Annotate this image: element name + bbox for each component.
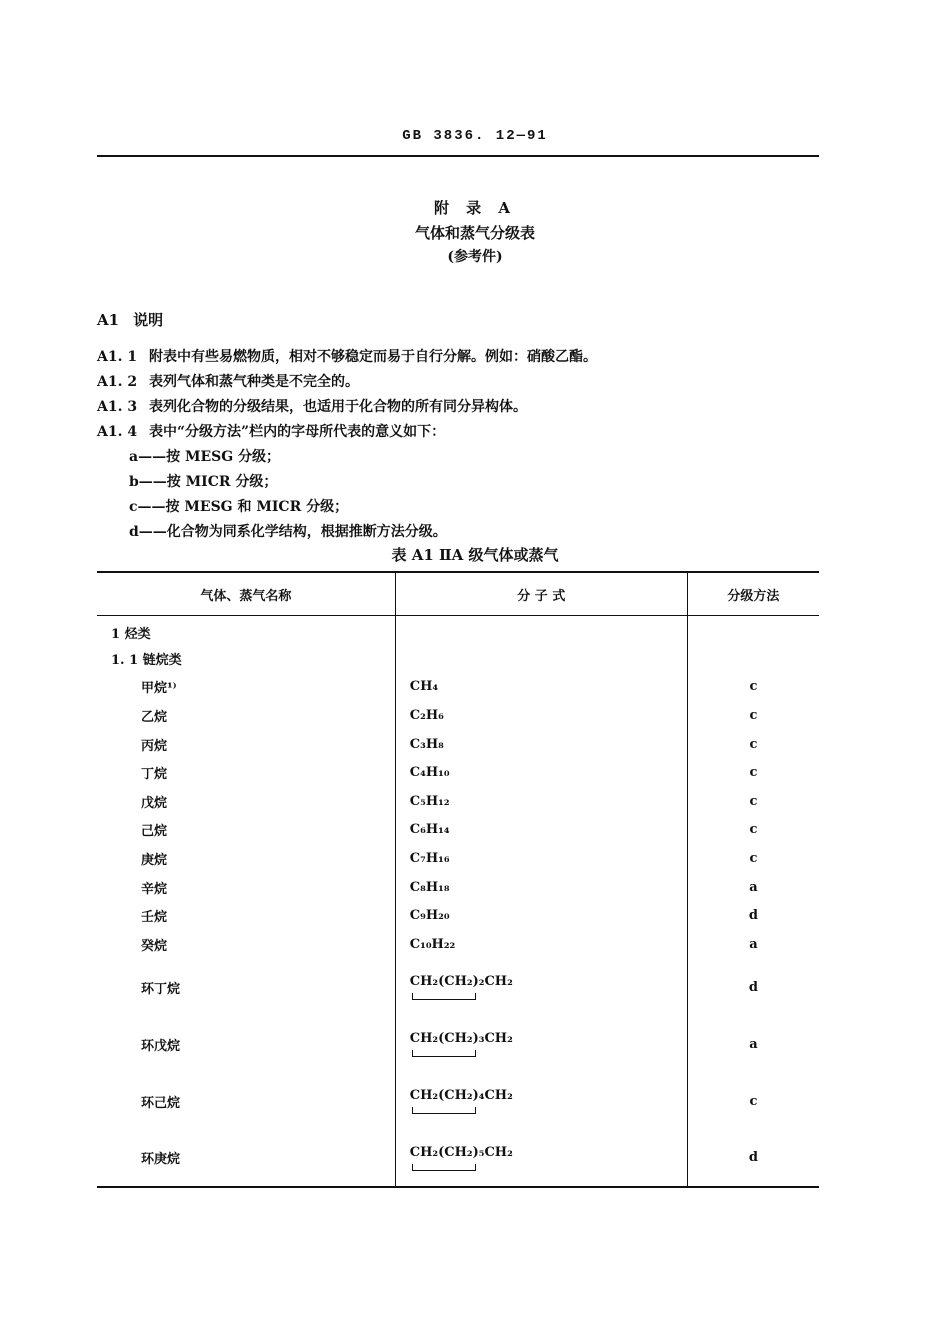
method: c [749, 822, 758, 838]
gas-name: 环庚烷 [97, 1130, 395, 1187]
gas-name: 甲烷¹⁾ [97, 673, 395, 702]
section-title: 说明 [133, 311, 164, 329]
method: d [748, 979, 758, 995]
paragraph [97, 421, 445, 441]
formula: CH₂(CH₂)₂CH₂ [409, 974, 513, 990]
method: c [749, 736, 758, 752]
table-row [97, 1016, 819, 1073]
formula: C₁₀H₂₂ [395, 930, 687, 959]
header-formula: 分 子 式 [395, 572, 687, 616]
table-row [97, 701, 819, 730]
table-row [97, 730, 819, 759]
method-item-d: d——化合物为同系化学结构，根据推断方法分级。 [129, 524, 447, 540]
table-row [97, 959, 819, 1016]
table-row [97, 787, 819, 816]
ring-bond-bracket [412, 993, 476, 1000]
gas-name: 辛烷 [97, 873, 395, 902]
paragraph [97, 396, 527, 416]
paragraph-number: A1. 4 [97, 424, 138, 440]
section-heading [97, 309, 177, 330]
appendix-title: 附 录 A [433, 199, 517, 217]
paragraph-number: A1. 1 [97, 349, 138, 365]
formula: C₂H₆ [395, 701, 687, 730]
method: c [749, 793, 758, 809]
gas-name: 环丁烷 [97, 959, 395, 1016]
appendix-subtitle: 气体和蒸气分级表 [414, 224, 535, 242]
formula: C₉H₂₀ [395, 901, 687, 930]
ring-bond-bracket [412, 1164, 476, 1171]
section-number: A1 [97, 311, 120, 329]
standard-code: GB 3836. 12—91 [402, 128, 548, 144]
gas-name: 癸烷 [97, 930, 395, 959]
ring-formula [395, 1130, 687, 1187]
paragraph-text: 表中“分级方法”栏内的字母所代表的意义如下： [149, 424, 446, 440]
table-row [97, 816, 819, 845]
group-label: 1 烃类 [97, 616, 395, 645]
formula: CH₂(CH₂)₃CH₂ [409, 1031, 513, 1047]
subgroup-label: 1. 1 链烷类 [97, 644, 395, 673]
header-name: 气体、蒸气名称 [97, 572, 395, 616]
method: a [749, 1036, 758, 1052]
gas-name: 壬烷 [97, 901, 395, 930]
gas-classification-table [97, 571, 819, 1188]
formula: CH₂(CH₂)₅CH₂ [409, 1144, 513, 1160]
method-item-a: a——按 MESG 分级； [129, 449, 281, 465]
formula: C₄H₁₀ [395, 758, 687, 787]
method-item-c: c——按 MESG 和 MICR 分级； [129, 499, 349, 515]
table-row [97, 930, 819, 959]
ring-formula [395, 959, 687, 1016]
table-row [97, 844, 819, 873]
method: c [749, 679, 758, 695]
gas-name: 环戊烷 [97, 1016, 395, 1073]
ring-formula [395, 1016, 687, 1073]
group-row [97, 644, 819, 673]
header-method: 分级方法 [687, 572, 819, 616]
ring-formula [395, 1073, 687, 1130]
formula: C₆H₁₄ [395, 816, 687, 845]
table-row [97, 1073, 819, 1130]
gas-name: 丁烷 [97, 758, 395, 787]
table-row [97, 1130, 819, 1187]
method: d [687, 1130, 819, 1187]
paragraph [97, 371, 359, 391]
gas-name: 己烷 [97, 816, 395, 845]
gas-name: 丙烷 [97, 730, 395, 759]
formula: C₈H₁₈ [395, 873, 687, 902]
formula: C₃H₈ [395, 730, 687, 759]
gas-name: 戊烷 [97, 787, 395, 816]
header-rule [97, 155, 819, 157]
group-row [97, 616, 819, 645]
method: a [749, 936, 758, 952]
ring-bond-bracket [412, 1107, 476, 1114]
ring-bond-bracket [412, 1050, 476, 1057]
method: a [749, 879, 758, 895]
method: c [749, 765, 758, 781]
gas-name: 乙烷 [97, 701, 395, 730]
paragraph-text: 附表中有些易燃物质，相对不够稳定而易于自行分解。例如：硝酸乙酯。 [149, 349, 597, 365]
table-row [97, 673, 819, 702]
method: c [749, 851, 758, 867]
method: c [749, 1093, 758, 1109]
table-caption: 表 A1 ⅡA 级气体或蒸气 [391, 546, 559, 564]
paragraph-number: A1. 3 [97, 399, 138, 415]
formula: CH₄ [395, 673, 687, 702]
paragraph-text: 表列化合物的分级结果，也适用于化合物的所有同分异构体。 [149, 399, 527, 415]
paragraph-text: 表列气体和蒸气种类是不完全的。 [149, 374, 359, 390]
gas-name: 庚烷 [97, 844, 395, 873]
paragraph-number: A1. 2 [97, 374, 138, 390]
gas-name: 环己烷 [97, 1073, 395, 1130]
method-item-b: b——按 MICR 分级； [129, 474, 278, 490]
paragraph [97, 346, 597, 366]
formula: CH₂(CH₂)₄CH₂ [409, 1088, 513, 1104]
appendix-note: (参考件) [447, 249, 503, 265]
method: d [748, 908, 758, 924]
method: c [749, 708, 758, 724]
table-row [97, 758, 819, 787]
table-row [97, 873, 819, 902]
formula: C₅H₁₂ [395, 787, 687, 816]
formula: C₇H₁₆ [395, 844, 687, 873]
table-row [97, 901, 819, 930]
